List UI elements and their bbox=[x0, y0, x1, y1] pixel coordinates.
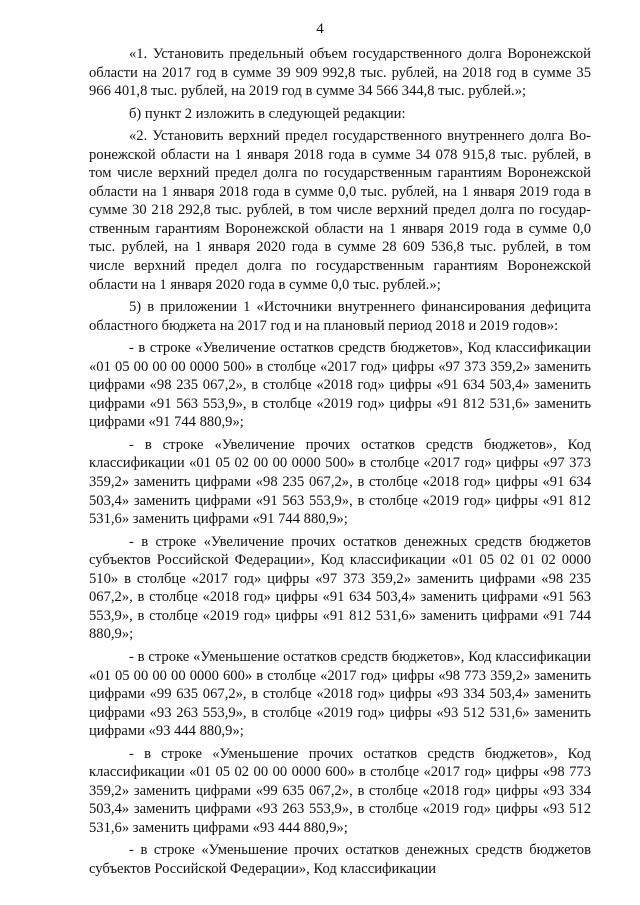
paragraph-upper-debt-limit: «2. Установить верхний предел государственного внутреннего долга Воронежской области на 1 января 2018 года в сумме 34 078 915,8 тыс. рублей, в том числе верхний предел долга по государственным гарантиям Воронежской области на 1 января 2018 года в сумме 0,0 тыс. рублей, на 1 января 2019 года в сумме 30 218 292,8 тыс. рублей, в том числе верхний предел долга по государственным гарантиям Воронежской области на 1 января 2019 года в сумме 0,0 тыс. рублей, на 1 января 2020 года в сумме 28 609 536,8 тыс. рублей, в том числе верхний предел долга по государственным гарантиям Воронежской области на 1 января 2020 года в сумме 0,0 тыс. рублей.»; bbox=[89, 128, 591, 293]
paragraph-increase-regional-cash: - в строке «Увеличение прочих остатков денежных средств бюджетов субъектов Российской Федерации», Код классификации «01 05 02 01 02 0000 510» в столбце «2017 год» цифры «97 373 359,2» заменить цифрами «98 235 067,2», в столбце «2018 год» цифры «91 634 503,4» заменить цифрами «91 563 553,9», в столбце «2019 год» цифры «91 812 531,6» заменить цифрами «91 744 880,9»; bbox=[89, 533, 591, 643]
paragraph-item-b: б) пункт 2 изложить в следующей редакции: bbox=[129, 105, 406, 122]
paragraph-increase-other-balances: - в строке «Увеличение прочих остатков средств бюджетов», Код классификации «01 05 02 00 00 0000 500» в столбце «2017 год» цифры «97 373 359,2» заменить цифрами «98 235 067,2», в столбце «2018 год» цифры «91 634 503,4» заменить цифрами «91 563 553,9», в столбце «2019 год» цифры «91 812 531,6» заменить цифрами «91 744 880,9»; bbox=[89, 436, 591, 528]
document-body bbox=[89, 45, 591, 879]
paragraph-decrease-regional-cash: - в строке «Уменьшение прочих остатков денежных средств бюджетов субъектов Российской Федерации», Код классификации bbox=[89, 842, 591, 877]
paragraph-debt-limit: «1. Установить предельный объем государственного долга Воронежской области на 2017 год в сумме 39 909 992,8 тыс. рублей, на 2018 год в сумме 35 966 401,8 тыс. рублей, на 2019 год в сумме 34 566 344,8 тыс. рублей.»; bbox=[89, 46, 591, 100]
page-number: 4 bbox=[316, 21, 324, 37]
paragraph-decrease-balances: - в строке «Уменьшение остатков средств бюджетов», Код классификации «01 05 00 00 00 0000 600» в столбце «2017 год» цифры «98 773 359,2» заменить цифрами «99 635 067,2», в столбце «2018 год» цифры «93 334 503,4» заменить цифрами «93 263 553,9», в столбце «2019 год» цифры «93 512 531,6» заменить цифрами «93 444 880,9»; bbox=[89, 648, 591, 740]
paragraph-increase-balances: - в строке «Увеличение остатков средств бюджетов», Код классификации «01 05 00 00 00 0000 500» в столбце «2017 год» цифры «97 373 359,2» заменить цифрами «98 235 067,2», в столбце «2018 год» цифры «91 634 503,4» заменить цифрами «91 563 553,9», в столбце «2019 год» цифры «91 812 531,6» заменить цифрами «91 744 880,9»; bbox=[89, 340, 591, 431]
paragraph-appendix-1: 5) в приложении 1 «Источники внутреннего финансирования дефицита областного бюджета на 2017 год и на плановый период 2018 и 2019 годов»: bbox=[89, 299, 591, 334]
paragraph-decrease-other-balances: - в строке «Уменьшение прочих остатков средств бюджетов», Код классификации «01 05 02 00 00 0000 600» в столбце «2017 год» цифры «98 773 359,2» заменить цифрами «99 635 067,2», в столбце «2018 год» цифры «93 334 503,4» заменить цифрами «93 263 553,9», в столбце «2019 год» цифры «93 512 531,6» заменить цифрами «93 444 880,9»; bbox=[89, 745, 591, 836]
